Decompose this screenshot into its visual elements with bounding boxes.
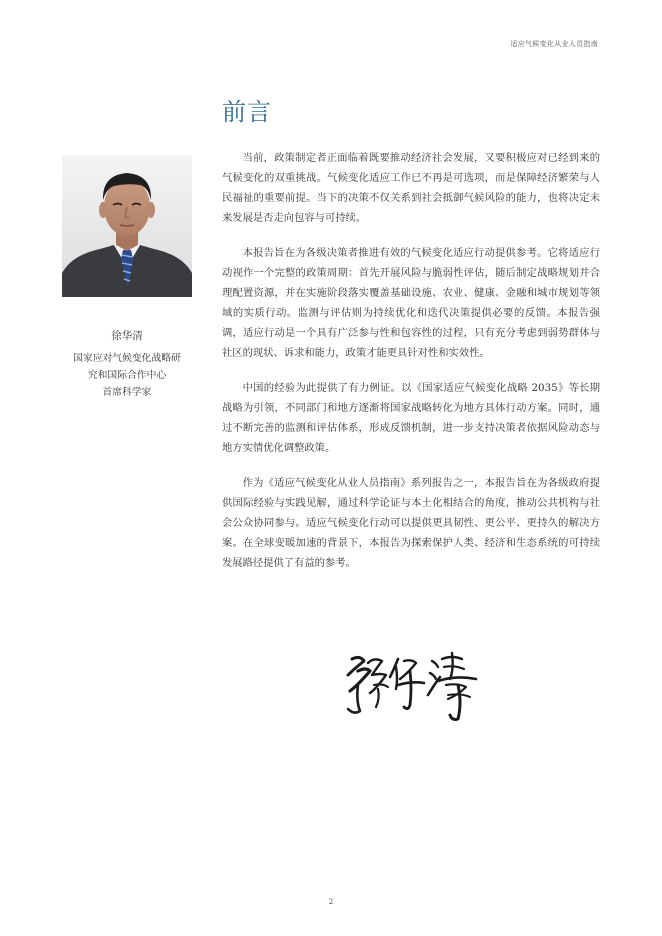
author-portrait xyxy=(62,155,192,297)
page-number: 2 xyxy=(328,898,334,906)
author-title-line: 究和国际合作中心 xyxy=(87,370,167,381)
author-signature xyxy=(338,645,488,725)
author-portrait-illustration xyxy=(62,155,192,297)
signature-illustration xyxy=(338,645,488,725)
preface-paragraph: 当前，政策制定者正面临着既要推动经济社会发展，又要积极应对已经到来的气候变化的双重挑战。气候变化适应工作已不再是可选项，而是保障经济繁荣与人民福祉的重要前提。当下的决策不仅关系到社会抵御气候风险的能力，也将决定未来发展是否走向包容与可持续。 xyxy=(222,152,600,224)
author-title-line: 国家应对气候变化战略研 xyxy=(73,353,181,364)
page-title: 前言 xyxy=(222,98,272,126)
author-title-line: 首席科学家 xyxy=(102,387,152,398)
running-header: 适应气候变化从业人员指南 xyxy=(510,40,598,48)
author-title xyxy=(54,350,200,401)
author-name: 徐华清 xyxy=(111,330,143,342)
preface-paragraph: 作为《适应气候变化从业人员指南》系列报告之一，本报告旨在为各级政府提供国际经验与实践见解，通过科学论证与本土化相结合的角度，推动公共机构与社会公众协同参与。适应气候变化行动可以提供更具韧性、更公平、更持久的解决方案。在全球变暖加速的背景下，本报告为探索保护人类、经济和生态系统的可持续发展路径提供了有益的参考。 xyxy=(222,477,600,569)
preface-paragraph: 本报告旨在为各级决策者推进有效的气候变化适应行动提供参考。它将适应行动视作一个完整的政策周期：首先开展风险与脆弱性评估，随后制定战略规划并合理配置资源，并在实施阶段落实覆盖基础设施、农业、健康、金融和城市规划等领域的实质行动。监测与评估则为持续优化和迭代决策提供必要的反馈。本报告强调，适应行动是一个具有广泛参与性和包容性的过程，只有充分考虑到弱势群体与社区的现状、诉求和能力，政策才能更具针对性和实效性。 xyxy=(222,247,600,359)
preface-body xyxy=(222,148,600,588)
preface-paragraph: 中国的经验为此提供了有力例证。以《国家适应气候变化战略 2035》等长期战略为引领，不同部门和地方逐渐将国家战略转化为地方具体行动方案。同时，通过不断完善的监测和评估体系，形成反馈机制，进一步支持决策者依据风险动态与地方实情优化调整政策。 xyxy=(222,382,600,454)
